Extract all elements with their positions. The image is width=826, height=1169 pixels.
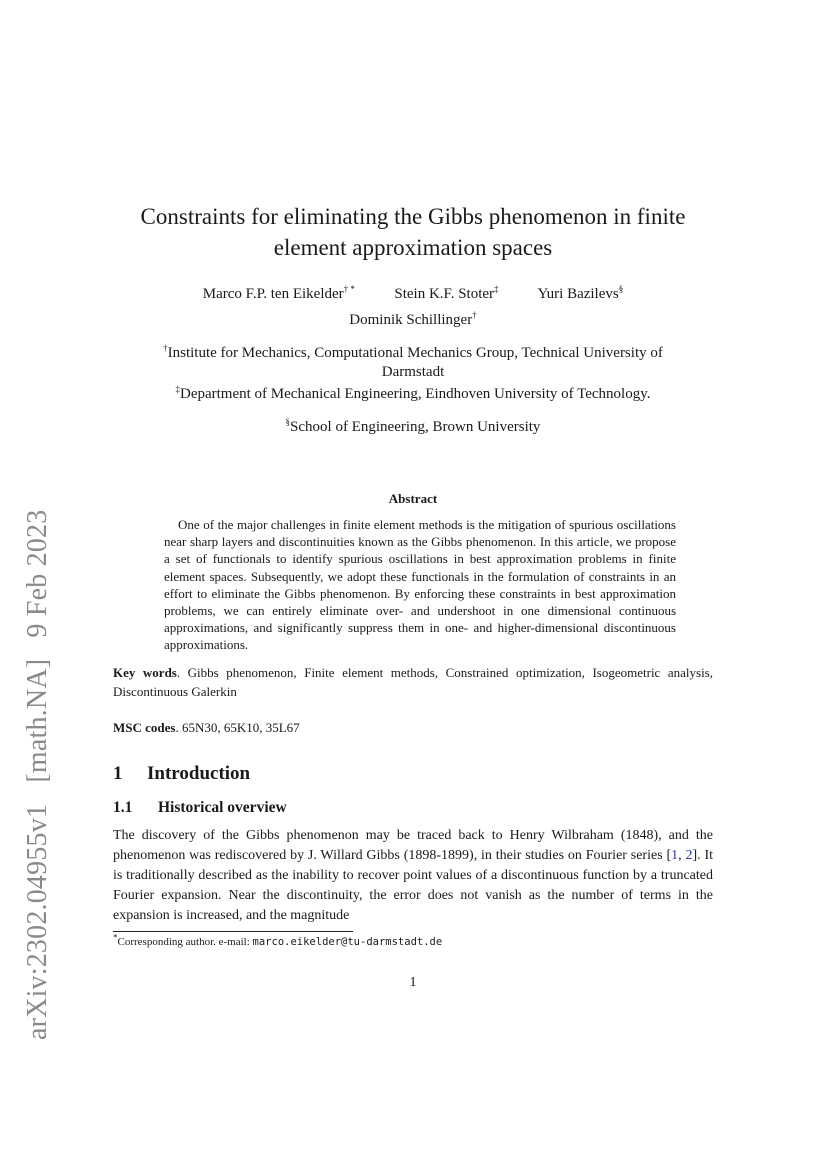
paper-title (100, 201, 726, 263)
abstract-heading: Abstract (388, 491, 438, 506)
author-3-mark: § (618, 284, 624, 294)
affiliation-1-line-1: Institute for Mechanics, Computational Mechanics Group, Technical University of (167, 345, 663, 361)
footnote-rule (113, 931, 353, 932)
footnote-text: Corresponding author. e-mail: (117, 936, 253, 948)
arxiv-id: arXiv:2302.04955v1 (22, 803, 53, 1040)
arxiv-date: 9 Feb 2023 (22, 509, 53, 638)
title-line-1: Constraints for eliminating the Gibbs phenomenon in finite (140, 204, 686, 229)
citation-separator: , (678, 848, 686, 863)
affiliation-3-text: School of Engineering, Brown University (290, 419, 541, 435)
msc-label: MSC codes (113, 720, 176, 735)
keywords-label: Key words (113, 665, 177, 680)
affiliation-2-mark: ‡ (175, 384, 180, 394)
body-paragraph (113, 826, 713, 926)
author-2-mark: ‡ (494, 284, 499, 294)
affiliation-3 (110, 418, 716, 437)
citation-link-2[interactable]: 2 (685, 848, 693, 863)
title-line-2: element approximation spaces (273, 235, 553, 260)
author-4: Dominik Schillinger (349, 312, 473, 328)
msc-text: 65N30, 65K10, 35L67 (181, 720, 300, 735)
footnote-email[interactable]: marco.eikelder@tu-darmstadt.de (252, 936, 443, 948)
section-title: Introduction (147, 763, 251, 784)
affiliation-2-text: Department of Mechanical Engineering, Eindhoven University of Technology. (180, 386, 651, 402)
affiliation-2 (110, 385, 716, 404)
author-1-marks: † * (343, 284, 355, 294)
affiliation-3-mark: § (285, 417, 291, 427)
author-3: Yuri Bazilevs (537, 286, 619, 302)
keywords: Key words. Gibbs phenomenon, Finite element methods, Constrained optimization, Isogeometric analysis, Discontinuous Galerkin (113, 665, 713, 699)
subsection-title: Historical overview (158, 799, 287, 816)
author-4-mark: † (472, 310, 477, 320)
keywords-text: Gibbs phenomenon, Finite element methods, Constrained optimization, Isogeometric analysis, Discontinuous Galerkin (113, 665, 713, 699)
body-text-part-2: ]. It is traditionally described as the inability to recover point values of a discontinuous function by a truncated Fourier expansion. Near the discontinuity, the error does not vanish as the number of terms in the expansion is increased, and the magnitude (113, 848, 714, 923)
subsection-number: 1.1 (113, 799, 133, 816)
citation-link-1[interactable]: 1 (671, 848, 679, 863)
affiliation-1-mark: † (163, 343, 168, 353)
author-2: Stein K.F. Stoter (394, 286, 495, 302)
author-list (100, 283, 726, 332)
footnote-mark: * (113, 932, 118, 943)
arxiv-sidebar-stamp (22, 280, 66, 1040)
affiliation-1 (110, 344, 716, 382)
arxiv-category: [math.NA] (22, 658, 53, 783)
body-text-part-1: The discovery of the Gibbs phenomenon may be traced back to Henry Wilbraham (1848), and the phenomenon was rediscovered by J. Willard Gibbs (1898-1899), in their studies on Fourier series [ (113, 828, 713, 863)
msc-codes: MSC codes. 65N30, 65K10, 35L67 (113, 720, 300, 735)
footnote (113, 932, 443, 948)
section-number: 1 (113, 763, 123, 784)
affiliation-1-line-2: Darmstadt (381, 364, 445, 380)
section-heading-introduction (113, 763, 250, 785)
subsection-heading-historical-overview (113, 799, 287, 817)
page-number: 1 (409, 975, 417, 990)
abstract-text: One of the major challenges in finite element methods is the mitigation of spurious oscillations near sharp layers and discontinuities known as the Gibbs phenomenon. In this article, we propose a set of functionals to identify spurious oscillations in best approximation problems in finite element spaces. Subsequently, we adopt these functionals in the formulation of constraints in an effort to eliminate the Gibbs phenomenon. By enforcing these constraints in best approximation problems, we can entirely eliminate over- and undershoot in one dimensional continuous approximations, and significantly suppress them in one- and higher-dimensional discontinuous approximations. (164, 517, 676, 653)
author-1: Marco F.P. ten Eikelder (202, 286, 344, 302)
